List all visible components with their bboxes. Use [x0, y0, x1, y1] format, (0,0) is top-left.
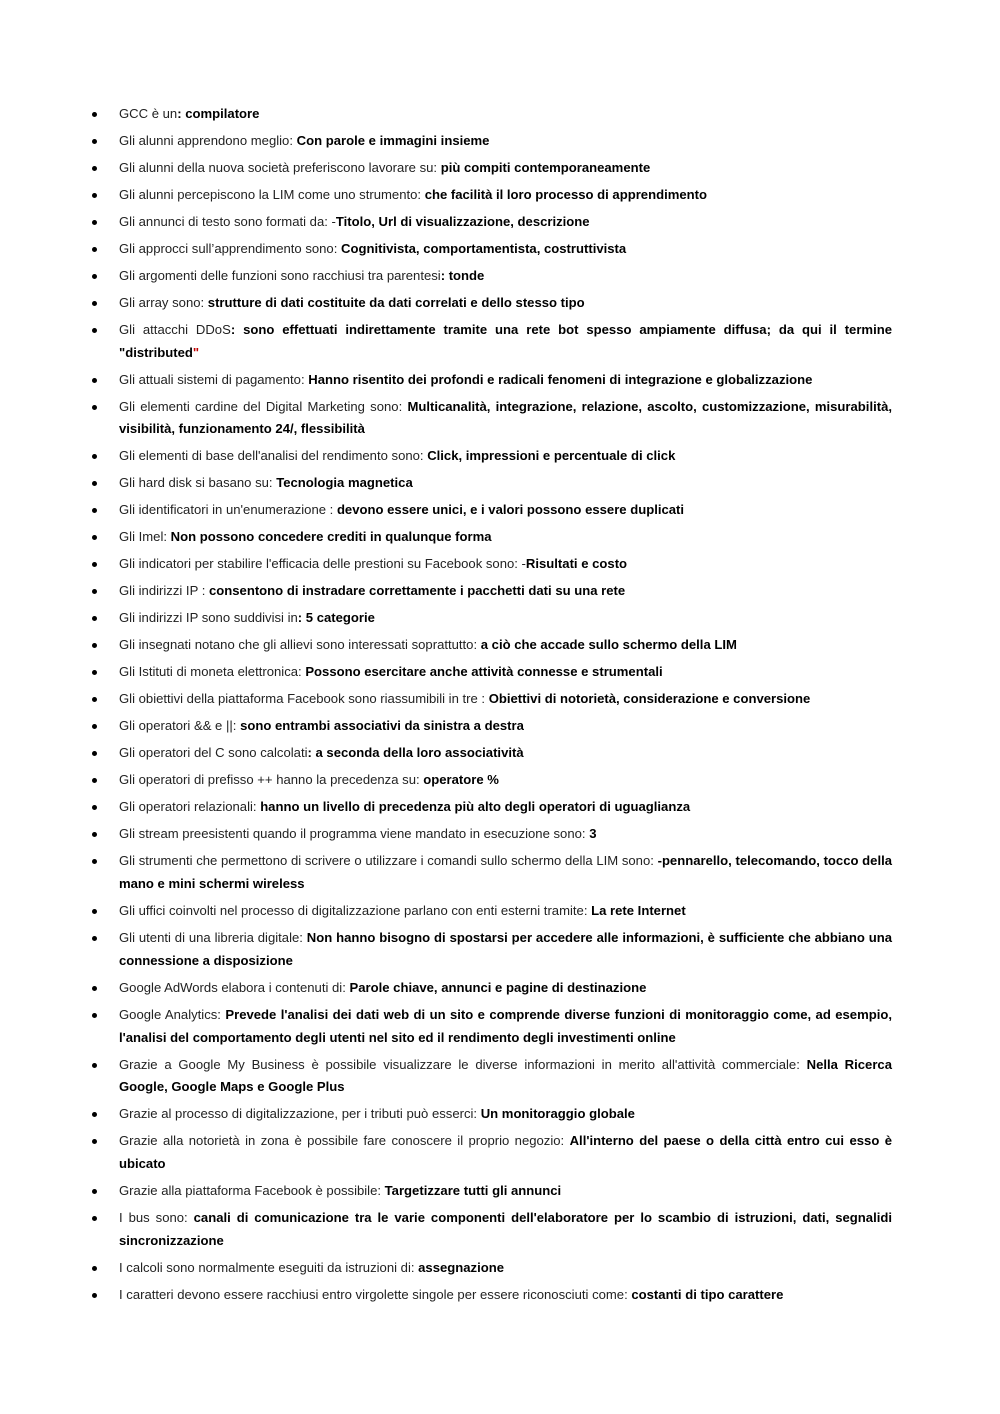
answer-text	[177, 106, 259, 121]
list-item	[92, 292, 892, 315]
bullet-icon	[92, 1063, 97, 1068]
list-item	[92, 1130, 892, 1176]
answer-text-main: consentono di instradare correttamente i pacchetti dati su una rete	[208, 583, 626, 599]
answer-text	[119, 1210, 892, 1248]
answer-text	[308, 745, 524, 760]
list-item	[92, 103, 892, 126]
question-text: Gli alunni della nuova società preferiscono lavorare su:	[119, 159, 441, 175]
question-text: GCC è un	[119, 106, 178, 121]
list-item	[92, 688, 892, 711]
answer-text-main: Targetizzare tutti gli annunci	[384, 1183, 562, 1199]
list-item	[92, 661, 892, 684]
answer-text-main: 3	[589, 826, 597, 842]
answer-text	[631, 1287, 783, 1302]
list-item	[92, 499, 892, 522]
answer-text-main: operatore %	[423, 772, 499, 788]
list-item	[92, 796, 892, 819]
question-text: Google AdWords elabora i contenuti di:	[119, 979, 350, 995]
bullet-icon	[92, 986, 97, 991]
answer-text-main: : a seconda della loro associatività	[307, 745, 524, 761]
question-text: I caratteri devono essere racchiusi entro virgolette singole per essere riconosciuti come:	[119, 1286, 632, 1302]
list-item	[92, 238, 892, 261]
answer-text-main: assegnazione	[418, 1259, 504, 1275]
question-text: Gli stream preesistenti quando il programma viene mandato in esecuzione sono:	[119, 826, 590, 842]
list-item	[92, 900, 892, 923]
answer-text-main: -pennarello, telecomando, tocco della mano e mini schermi wireless	[119, 853, 893, 891]
answer-text-main: più compiti contemporaneamente	[440, 159, 651, 175]
bullet-icon	[92, 562, 97, 567]
answer-text	[489, 691, 811, 706]
bullet-icon	[92, 1293, 97, 1298]
answer-text-main: Risultati e costo	[525, 556, 628, 572]
answer-text	[276, 475, 413, 490]
list-item	[92, 977, 892, 1000]
bullet-icon	[92, 378, 97, 383]
list-item	[92, 715, 892, 738]
answer-text	[240, 718, 524, 733]
bullet-icon	[92, 724, 97, 729]
question-text: Gli attacchi DDoS	[119, 321, 231, 337]
answer-text-main: Hanno risentito dei profondi e radicali fenomeni di integrazione e globalizzazione	[308, 371, 813, 387]
answer-text	[423, 772, 499, 787]
list-item	[92, 1207, 892, 1253]
bullet-icon	[92, 778, 97, 783]
answer-text	[297, 133, 490, 148]
question-text: Gli Istituti di moneta elettronica:	[119, 664, 306, 680]
bullet-icon	[92, 481, 97, 486]
list-item	[92, 319, 892, 365]
bullet-icon	[92, 1266, 97, 1271]
bullet-icon	[92, 405, 97, 410]
bullet-icon	[92, 139, 97, 144]
answer-text-main: Con parole e immagini insieme	[296, 132, 490, 148]
bullet-icon	[92, 274, 97, 279]
bullet-icon	[92, 1189, 97, 1194]
question-text: Gli obiettivi della piattaforma Facebook sono riassumibili in tre :	[119, 691, 489, 707]
list-item	[92, 130, 892, 153]
answer-text	[481, 637, 737, 652]
bullet-icon	[92, 166, 97, 171]
answer-text	[481, 1106, 635, 1121]
question-text: Gli annunci di testo sono formati da: -	[119, 213, 336, 229]
bullet-icon	[92, 751, 97, 756]
question-text: Gli array sono:	[119, 294, 208, 310]
list-item	[92, 634, 892, 657]
question-text: Gli strumenti che permettono di scrivere o utilizzare i comandi sullo schermo della LIM sono:	[119, 853, 658, 869]
question-text: Gli elementi di base dell'analisi del rendimento sono:	[119, 448, 428, 464]
answer-text	[308, 372, 812, 387]
answer-text	[298, 610, 375, 625]
list-item	[92, 1257, 892, 1280]
answer-text	[425, 187, 707, 202]
answer-text-main: La rete Internet	[591, 902, 686, 918]
bullet-icon	[92, 301, 97, 306]
answer-text-main: hanno un livello di precedenza più alto degli operatori di uguaglianza	[260, 799, 691, 815]
answer-text	[119, 1007, 892, 1045]
answer-text	[260, 799, 690, 814]
list-item	[92, 553, 892, 576]
list-item	[92, 445, 892, 468]
bullet-icon	[92, 643, 97, 648]
answer-text-main: devono essere unici, e i valori possono essere duplicati	[336, 502, 685, 518]
list-item	[92, 1103, 892, 1126]
answer-text-main: Parole chiave, annunci e pagine di destinazione	[349, 979, 647, 995]
question-text: Gli indirizzi IP sono suddivisi in	[119, 610, 298, 626]
bullet-icon	[92, 535, 97, 540]
question-text: Gli operatori di prefisso ++ hanno la precedenza su:	[119, 772, 424, 788]
answer-text	[526, 556, 627, 571]
list-item	[92, 850, 892, 896]
answer-text-main: a ciò che accade sullo schermo della LIM	[480, 637, 737, 653]
question-text: Grazie al processo di digitalizzazione, per i tributi può esserci:	[119, 1106, 481, 1122]
answer-text	[427, 448, 675, 463]
question-text: I calcoli sono normalmente eseguiti da istruzioni di:	[119, 1259, 419, 1275]
answer-text-main: che facilità il loro processo di apprendimento	[424, 186, 707, 202]
bullet-icon	[92, 670, 97, 675]
answer-text-main: Non possono concedere crediti in qualunque forma	[170, 529, 492, 545]
question-text: Gli operatori && e ||:	[119, 718, 241, 734]
answer-text-main: Nella Ricerca Google, Google Maps e Google Plus	[119, 1056, 892, 1095]
list-item	[92, 1054, 892, 1100]
list-item	[92, 1180, 892, 1203]
bullet-icon	[92, 805, 97, 810]
answer-text-main: : sono effettuati indirettamente tramite una rete bot spesso ampiamente diffusa; da qui il termine "distributed	[119, 321, 892, 360]
bullet-icon	[92, 220, 97, 225]
list-item	[92, 526, 892, 549]
question-text: Grazie a Google My Business è possibile visualizzare le diverse informazioni in merito all'attività commerciale:	[119, 1056, 807, 1072]
question-text: Gli alunni apprendono meglio:	[119, 132, 297, 148]
list-item	[92, 823, 892, 846]
answer-text-main: sono entrambi associativi da sinistra a destra	[240, 718, 524, 734]
bullet-icon	[92, 112, 97, 117]
answer-text	[208, 295, 585, 310]
answer-text	[385, 1183, 562, 1198]
answer-text-main: Click, impressioni e percentuale di click	[427, 448, 676, 464]
list-item	[92, 607, 892, 630]
list-item	[92, 1004, 892, 1050]
answer-text	[350, 980, 647, 995]
bullet-icon	[92, 936, 97, 941]
bullet-icon	[92, 1112, 97, 1117]
list-item	[92, 396, 892, 442]
bullet-icon	[92, 454, 97, 459]
bullet-icon	[92, 1013, 97, 1018]
question-text: Grazie alla notorietà in zona è possibile fare conoscere il proprio negozio:	[119, 1133, 570, 1149]
question-text: Gli approcci sull’apprendimento sono:	[119, 240, 341, 256]
answer-text	[591, 903, 686, 918]
bullet-icon	[92, 1216, 97, 1221]
answer-text	[305, 664, 662, 679]
question-text: Gli Imel:	[119, 529, 171, 545]
question-text: Gli hard disk si basano su:	[119, 475, 277, 491]
answer-text-main: Obiettivi di notorietà, considerazione e conversione	[488, 691, 811, 707]
question-text: Gli operatori del C sono calcolati	[119, 745, 308, 761]
answer-text-main: : tonde	[440, 267, 485, 283]
question-text: Gli elementi cardine del Digital Marketing sono:	[119, 398, 408, 414]
answer-text	[209, 583, 625, 598]
bullet-icon	[92, 697, 97, 702]
answer-text-main: canali di comunicazione tra le varie componenti dell'elaboratore per lo scambio di istruzioni, dati, segnalidi sincronizzazione	[119, 1210, 892, 1248]
list-item	[92, 1284, 892, 1307]
answer-text-main: Non hanno bisogno di spostarsi per accedere alle informazioni, è sufficiente che abbiano una connessione a disposizione	[119, 929, 892, 968]
list-item	[92, 157, 892, 180]
question-text: Gli utenti di una libreria digitale:	[119, 929, 307, 945]
question-text: Gli attuali sistemi di pagamento:	[119, 371, 309, 387]
answer-quote-mark: "	[192, 344, 200, 360]
list-item	[92, 369, 892, 392]
answer-text-main: strutture di dati costituite da dati correlati e dello stesso tipo	[207, 294, 585, 310]
answer-text-main: : 5 categorie	[297, 610, 375, 626]
bullet-icon	[92, 247, 97, 252]
answer-text	[336, 214, 590, 229]
question-text: I bus sono:	[119, 1210, 194, 1226]
answer-text-main: Cognitivista, comportamentista, costruttivista	[341, 240, 627, 256]
answer-text	[341, 241, 626, 256]
bullet-icon	[92, 328, 97, 333]
answer-text-main: All'interno del paese o della città entro cui esso è ubicato	[119, 1133, 892, 1172]
answer-text-main: Un monitoraggio globale	[480, 1106, 635, 1122]
list-item	[92, 580, 892, 603]
answer-text-main: Possono esercitare anche attività connesse e strumentali	[305, 664, 663, 680]
answer-text-main: : compilatore	[177, 106, 260, 121]
question-text: Gli uffici coinvolti nel processo di digitalizzazione parlano con enti esterni tramite:	[119, 902, 592, 918]
bullet-icon	[92, 909, 97, 914]
question-text: Gli argomenti delle funzioni sono racchiusi tra parentesi	[119, 267, 441, 283]
bullet-icon	[92, 859, 97, 864]
list-item	[92, 184, 892, 207]
question-text: Gli operatori relazionali:	[119, 799, 261, 815]
list-item	[92, 769, 892, 792]
answer-text	[337, 502, 684, 517]
bullet-icon	[92, 589, 97, 594]
answer-text	[441, 160, 651, 175]
answer-text	[441, 268, 485, 283]
bullet-icon	[92, 616, 97, 621]
answer-text	[171, 529, 492, 544]
answer-text	[589, 826, 596, 841]
answer-text	[119, 322, 892, 360]
bullet-icon	[92, 832, 97, 837]
list-item	[92, 742, 892, 765]
question-text: Gli alunni percepiscono la LIM come uno strumento:	[119, 186, 425, 202]
question-text: Gli indirizzi IP :	[119, 583, 209, 599]
list-item	[92, 472, 892, 495]
question-text: Grazie alla piattaforma Facebook è possibile:	[119, 1183, 385, 1199]
bullet-icon	[92, 508, 97, 513]
list-item	[92, 211, 892, 234]
question-text: Google Analytics:	[119, 1006, 226, 1022]
answer-text	[418, 1260, 504, 1275]
answer-text-main: Tecnologia magnetica	[276, 475, 413, 491]
list-item	[92, 265, 892, 288]
answer-text-main: Multicanalità, integrazione, relazione, ascolto, customizzazione, misurabilità, visibilità, funzionamento 24/, flessibilità	[119, 398, 892, 437]
list-item	[92, 927, 892, 973]
question-text: Gli insegnati notano che gli allievi sono interessati soprattutto:	[119, 637, 481, 653]
answer-text-main: Prevede l'analisi dei dati web di un sito e comprende diverse funzioni di monitoraggio come, ad esempio, l'analisi del comportamento degli utenti nel sito ed il rendimento degli investimenti online	[119, 1006, 892, 1045]
bullet-icon	[92, 1139, 97, 1144]
bullet-icon	[92, 193, 97, 198]
question-text: Gli indicatori per stabilire l'efficacia delle prestioni su Facebook sono: -	[119, 556, 526, 572]
answer-text-main: costanti di tipo carattere	[631, 1286, 784, 1302]
answer-text-main: Titolo, Url di visualizzazione, descrizione	[335, 213, 590, 229]
qa-bullet-list	[92, 103, 892, 1311]
question-text: Gli identificatori in un'enumerazione :	[119, 502, 337, 518]
